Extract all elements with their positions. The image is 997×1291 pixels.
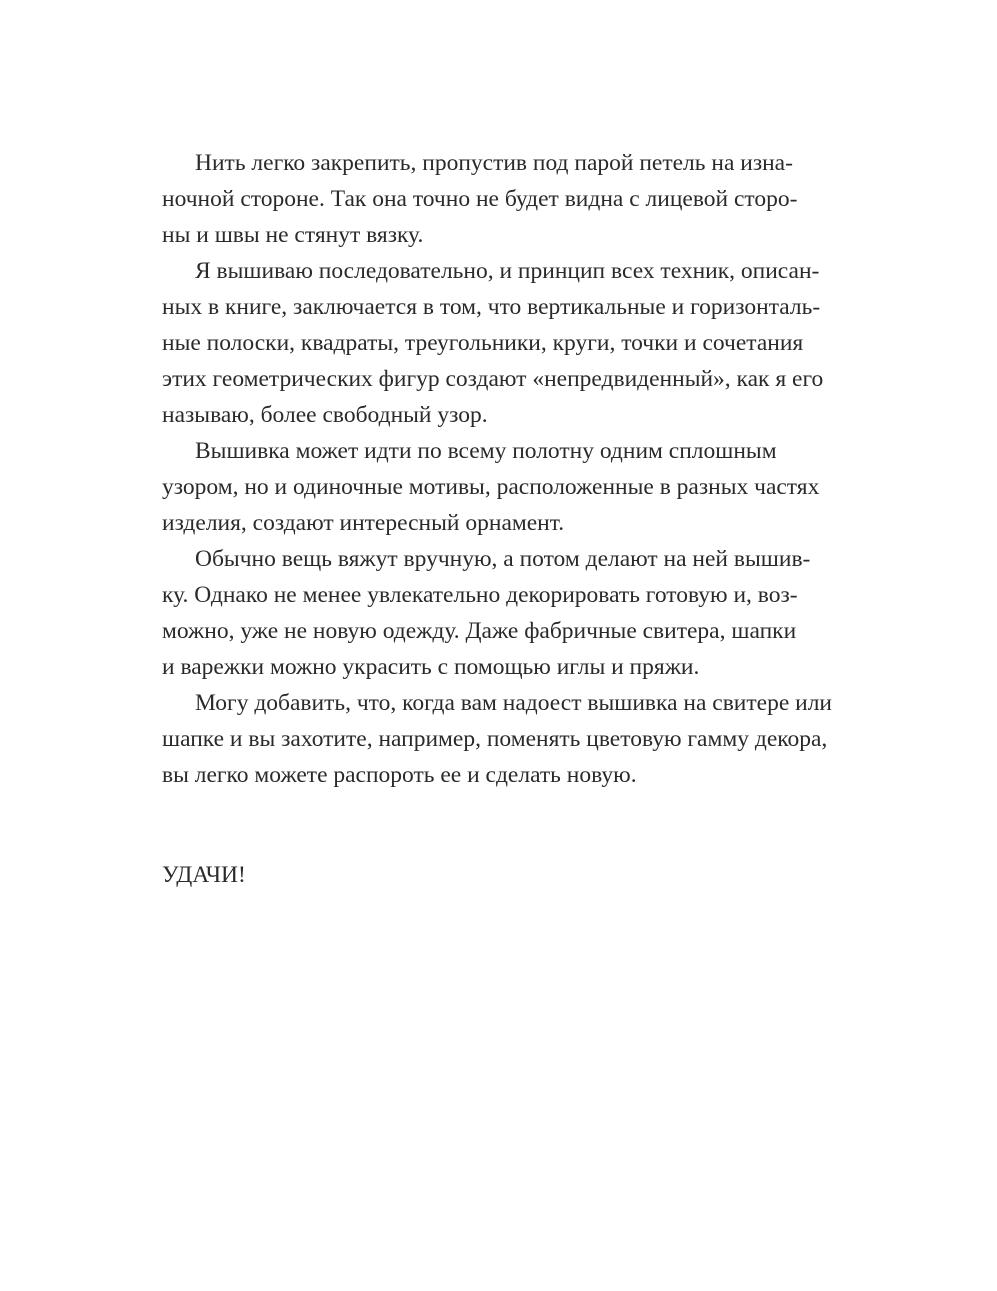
text-line: узором, но и одиночные мотивы, расположенные в разных частях bbox=[162, 474, 820, 500]
text-line: вы легко можете распороть ее и сделать новую. bbox=[162, 762, 637, 788]
closing-heading: УДАЧИ! bbox=[162, 862, 246, 888]
paragraph-3 bbox=[162, 433, 852, 541]
text-line: Нить легко закрепить, пропустив под парой петель на изна- bbox=[195, 150, 793, 176]
text-line: ны и швы не стянут вязку. bbox=[162, 222, 424, 248]
text-line: называю, более свободный узор. bbox=[162, 402, 488, 428]
text-line: можно, уже не новую одежду. Даже фабричные свитера, шапки bbox=[162, 618, 797, 644]
text-line: ных в книге, заключается в том, что вертикальные и горизонталь- bbox=[162, 294, 821, 320]
paragraph-2 bbox=[162, 253, 852, 433]
text-line: этих геометрических фигур создают «непредвиденный», как я его bbox=[162, 366, 824, 392]
paragraph-1 bbox=[162, 145, 852, 253]
text-line: изделия, создают интересный орнамент. bbox=[162, 510, 565, 536]
text-line: и варежки можно украсить с помощью иглы и пряжи. bbox=[162, 654, 700, 680]
text-line: Я вышиваю последовательно, и принцип всех техник, описан- bbox=[195, 258, 820, 284]
paragraph-5 bbox=[162, 685, 852, 793]
text-line: Обычно вещь вяжут вручную, а потом делают на ней вышив- bbox=[195, 546, 811, 572]
text-line: Могу добавить, что, когда вам надоест вышивка на свитере или bbox=[195, 690, 833, 716]
text-line: ные полоски, квадраты, треугольники, круги, точки и сочетания bbox=[162, 330, 804, 356]
paragraph-4 bbox=[162, 541, 852, 685]
body-text bbox=[162, 145, 852, 793]
text-line: ку. Однако не менее увлекательно декорировать готовую и, воз- bbox=[162, 582, 798, 608]
text-line: Вышивка может идти по всему полотну одним сплошным bbox=[195, 438, 777, 464]
text-line: ночной стороне. Так она точно не будет видна с лицевой сторо- bbox=[162, 186, 798, 212]
text-line: шапке и вы захотите, например, поменять цветовую гамму декора, bbox=[162, 726, 828, 752]
